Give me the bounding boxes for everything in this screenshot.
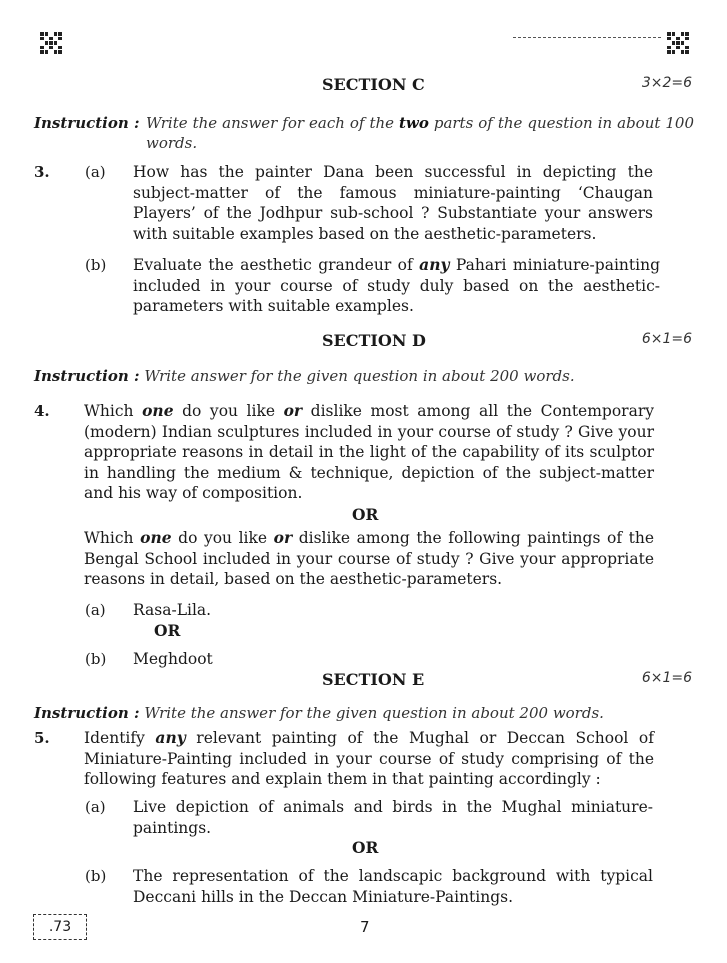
sub-label: (b) bbox=[85, 867, 107, 885]
qr-code-icon bbox=[40, 32, 62, 54]
sub-label: (a) bbox=[85, 163, 106, 181]
question-4-alt-text: Which one do you like or dislike among the following paintings of the Bengal School included in your course of study ? Give your appropriate reasons in detail, based on the aesthetic-parameters. bbox=[84, 528, 654, 588]
sub-label: (b) bbox=[85, 650, 107, 668]
or-separator: OR bbox=[352, 838, 379, 857]
section-c-header bbox=[0, 75, 727, 97]
page-number: 7 bbox=[360, 918, 370, 936]
option-a-text: Rasa-Lila. bbox=[133, 601, 212, 619]
header-dashed-line bbox=[513, 37, 661, 38]
question-number: 4. bbox=[34, 402, 50, 420]
sub-label: (a) bbox=[85, 798, 106, 816]
instruction-text: Write the answer for the given question in about 200 words. bbox=[144, 704, 604, 722]
section-d-instruction bbox=[34, 366, 694, 386]
sub-label: (b) bbox=[85, 256, 107, 274]
instruction-text: Write answer for the given question in about 200 words. bbox=[144, 367, 575, 385]
question-number: 5. bbox=[34, 729, 50, 747]
section-c-instruction bbox=[34, 113, 694, 153]
sub-label: (a) bbox=[85, 601, 106, 619]
option-b-text: The representation of the landscapic background with typical Deccani hills in the Deccan Miniature-Paintings. bbox=[133, 867, 653, 906]
question-number: 3. bbox=[34, 163, 50, 181]
qr-code-icon bbox=[667, 32, 689, 54]
question-5-text: Identify any relevant painting of the Mughal or Deccan School of Miniature-Painting included in your course of study comprising of the following features and explain them in that painting accordingly : bbox=[84, 728, 654, 788]
instruction-label: Instruction : bbox=[34, 114, 140, 132]
section-e-header bbox=[0, 670, 727, 692]
instruction-text: Write the answer for each of the two parts of the question in about 100 words. bbox=[146, 114, 695, 152]
section-d-header bbox=[0, 331, 727, 353]
paper-code: .73 bbox=[48, 919, 72, 935]
paper-code-box bbox=[33, 914, 87, 940]
section-title: SECTION C bbox=[322, 75, 425, 94]
or-separator: OR bbox=[154, 621, 181, 640]
section-e-instruction bbox=[34, 703, 694, 723]
section-marks: 3×2=6 bbox=[641, 75, 692, 91]
question-4-text: Which one do you like or dislike most among all the Contemporary (modern) Indian sculptures included in your course of study ? Give your appropriate reasons in detail in the light of the capability of its sculptor in handling the medium & technique, depiction of the subject-matter and his way of composition. bbox=[84, 401, 654, 502]
section-title: SECTION D bbox=[322, 331, 426, 350]
question-3a-text: How has the painter Dana been successful in depicting the subject-matter of the famous miniature-painting ‘Chaugan Players’ of the Jodhpur sub-school ? Substantiate your answers with suitable examples based on the aesthetic-parameters. bbox=[133, 163, 653, 243]
section-title: SECTION E bbox=[322, 670, 425, 689]
instruction-label: Instruction : bbox=[34, 704, 140, 722]
option-b-text: Meghdoot bbox=[133, 650, 213, 668]
section-marks: 6×1=6 bbox=[641, 331, 692, 347]
instruction-label: Instruction : bbox=[34, 367, 140, 385]
question-3b-text: Evaluate the aesthetic grandeur of any Pahari miniature-painting included in your course of study duly based on the aesthetic-parameters with suitable examples. bbox=[133, 255, 660, 315]
option-a-text: Live depiction of animals and birds in the Mughal miniature-paintings. bbox=[133, 798, 653, 837]
section-marks: 6×1=6 bbox=[641, 670, 692, 686]
or-separator: OR bbox=[352, 505, 379, 524]
